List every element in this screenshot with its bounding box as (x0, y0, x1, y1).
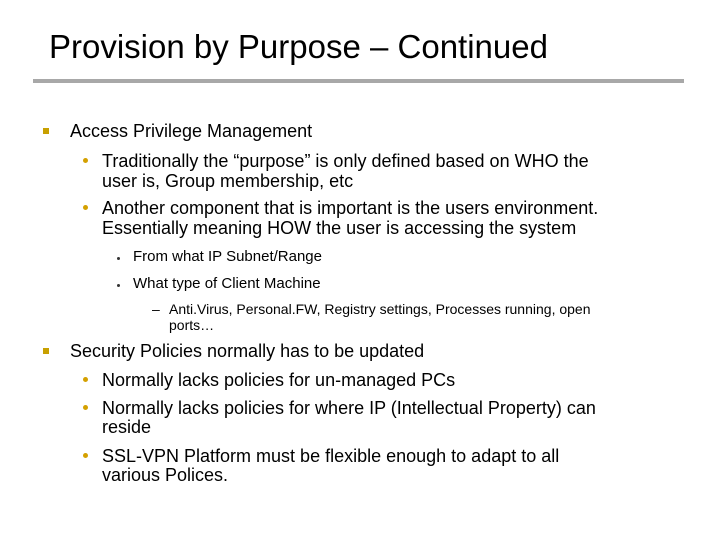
dot-bullet-icon (83, 205, 88, 210)
square-bullet-icon (43, 128, 49, 134)
bullet-ip-reside-line2: reside (102, 417, 152, 437)
bullet-another-component-line2: Essentially meaning HOW the user is accessing the system (102, 218, 577, 238)
dot-bullet-icon (83, 405, 88, 410)
bullet-another-component-line1: Another component that is important is the users environment. (102, 198, 599, 218)
dot-bullet-icon (117, 257, 120, 260)
dot-bullet-icon (117, 284, 120, 287)
dot-bullet-icon (83, 158, 88, 163)
dot-bullet-icon (83, 453, 88, 458)
title-rule (33, 79, 684, 83)
square-bullet-icon (43, 348, 49, 354)
bullet-antivirus-line1: Anti.Virus, Personal.FW, Registry settings, Processes running, open (169, 301, 591, 317)
bullet-security-policies: Security Policies normally has to be updated (70, 341, 425, 361)
bullet-traditionally-line2: user is, Group membership, etc (102, 171, 354, 191)
bullet-traditionally-line1: Traditionally the “purpose” is only defined based on WHO the (102, 151, 589, 171)
bullet-ssl-vpn-line2: various Polices. (102, 465, 229, 485)
bullet-ip-reside-line1: Normally lacks policies for where IP (Intellectual Property) can (102, 398, 596, 418)
dot-bullet-icon (83, 377, 88, 382)
bullet-unmanaged-pcs: Normally lacks policies for un-managed PCs (102, 370, 456, 390)
bullet-client-machine: What type of Client Machine (133, 275, 321, 292)
bullet-ssl-vpn-line1: SSL-VPN Platform must be flexible enough to adapt to all (102, 446, 560, 466)
dash-bullet-icon: – (152, 301, 160, 317)
bullet-ip-subnet: From what IP Subnet/Range (133, 248, 322, 265)
bullet-antivirus-line2: ports… (169, 317, 215, 333)
slide-title: Provision by Purpose – Continued (49, 28, 548, 65)
bullet-access-privilege: Access Privilege Management (70, 121, 313, 141)
